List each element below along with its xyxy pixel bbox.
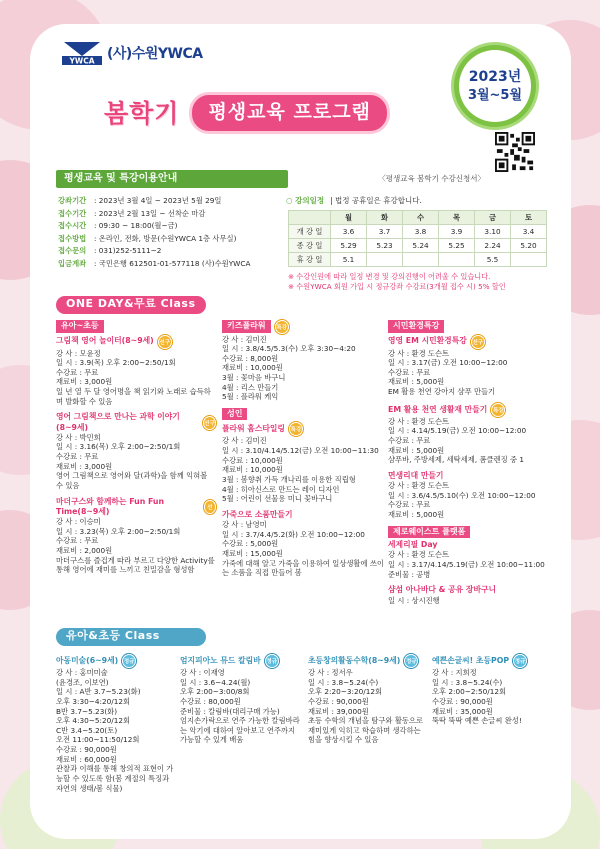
medal-icon: 정규 — [122, 654, 136, 668]
program-line: 일 시 : 3.23(목) 오후 2:00~2:50/1회 — [56, 526, 181, 536]
program-line: 재료비 : 3,000원 — [56, 377, 113, 387]
table-cell: 5.24 — [403, 239, 439, 253]
program-line: 샴푸바, 주방세제, 세탁세제, 폼클렌징 중 1 — [388, 455, 524, 465]
program-line: 일 시 : 3.17/4.14/5.19(금) 오전 10:00~11:00 — [388, 560, 545, 570]
table-cell: 3.4 — [511, 225, 547, 239]
table-row — [289, 239, 547, 253]
table-cell: 5.29 — [331, 239, 367, 253]
program-line: 수강료 : 무료 — [388, 367, 431, 377]
info-key: 접수기간 — [58, 208, 87, 218]
program-line: 강 사 : 김미진 — [222, 334, 267, 344]
program-title: 가죽으로 소품만들기 — [222, 509, 293, 519]
kids-program-3 — [308, 654, 428, 745]
table-cell: 5.23 — [367, 239, 403, 253]
one-day-column-1 — [56, 320, 216, 581]
program-line: 재료비 : 60,000원 — [56, 754, 117, 764]
program-title: 초등창의활동수학(8~9세) — [308, 655, 401, 665]
category-tag: 키즈플라워 — [222, 320, 271, 333]
program-line: 오후 3:30~4:20/12회 — [56, 696, 131, 706]
program-line: 일 시 : 3.8/4.5/5.3(수) 오후 3:30~4:20 — [222, 344, 356, 354]
schedule-header — [286, 196, 422, 206]
program-title: 면생리대 만들기 — [388, 470, 444, 480]
program-line: EM 활용 천연 강아지 샴푸 만들기 — [388, 387, 496, 397]
table-cell: 5.20 — [511, 239, 547, 253]
table-row — [289, 225, 547, 239]
table-cell: 3.7 — [367, 225, 403, 239]
program-line: 강 사 : 환경 도슨트 — [388, 348, 450, 358]
program-line: 일 시 : 3.16(목) 오후 2:00~2:50/1회 — [56, 442, 181, 452]
info-value: : 09:30 ~ 18:00(월~금) — [94, 221, 178, 231]
program-title: 영어 그림책으로 만나는 과학 이야기(8~9세) — [56, 412, 180, 432]
program-card — [388, 403, 548, 465]
table-cell: 3.8 — [403, 225, 439, 239]
category-tag: 시민환경특강 — [388, 320, 444, 333]
program-line: 수강료 : 무료 — [56, 536, 99, 546]
program-desc: 초등 수학의 개념을 탐구와 활동으로 재미있게 익히고 학습하며 생각하는 힘을 향상시킬 수 있음 — [308, 716, 424, 745]
program-line: 일 시 : 상시진행 — [388, 595, 440, 605]
program-line: 강 사 : 환경 도슨트 — [388, 550, 450, 560]
table-cell — [289, 211, 331, 225]
program-title: 영영 EM 시민환경특강 — [388, 336, 467, 346]
program-line: 일 시 : 3.9(목) 오후 2:00~2:50/1회 — [56, 358, 176, 368]
program-line: 강 사 : 모윤정 — [56, 348, 101, 358]
program-line: 재료비 : 35,000원 — [432, 706, 493, 716]
table-cell: 금 — [475, 211, 511, 225]
program-line: 5월 : 어린이 선물용 미니 꽃바구니 — [222, 494, 333, 504]
program-line: 재료비 : 10,000원 — [222, 363, 283, 373]
one-day-column-2 — [222, 320, 387, 584]
one-day-section-title: ONE DAY&무료 Class — [56, 296, 206, 314]
title-main: 평생교육 프로그램 — [189, 92, 389, 134]
table-cell: 5.1 — [331, 253, 367, 267]
program-line: 강 사 : 이재영 — [180, 668, 225, 677]
info-value: : 2023년 2월 13일 ~ 선착순 마감 — [94, 208, 206, 218]
program-desc: 관찰과 이해를 통해 창의적 표현이 가능할 수 있도록 함(봄 계절의 특징과 자연의 생태/봄 식물) — [56, 764, 174, 793]
program-line: 재료비 : 39,000원 — [308, 706, 369, 716]
info-key: 입금계좌 — [58, 258, 87, 268]
program-line: 강 사 : 남영미 — [222, 520, 267, 530]
category-tag: 제로웨이스트 플랫폼 — [388, 526, 470, 539]
table-cell: 3.9 — [439, 225, 475, 239]
period-badge — [451, 42, 539, 130]
program-line: B반 3.7~5.23(화) — [56, 706, 118, 716]
category-tag: 성인 — [222, 408, 247, 421]
info-key: 접수방법 — [58, 233, 87, 243]
info-section-title: 평생교육 및 특강이용안내 — [56, 170, 288, 188]
table-cell: 5.25 — [439, 239, 475, 253]
kids-section-title: 유아&초등 Class — [56, 628, 206, 646]
table-cell: 화 — [367, 211, 403, 225]
kids-program-2 — [180, 654, 302, 745]
note-line: ※ 수강인원에 따라 일정 변경 및 강의진행이 어려울 수 있습니다. — [288, 272, 491, 281]
program-line: 일 시 : 3.8~5.24(수) — [432, 677, 503, 687]
table-cell: 5.5 — [475, 253, 511, 267]
program-line: 강 사 : 지희정 — [432, 668, 477, 677]
program-line: 오후 2:00~3:00/8회 — [180, 687, 250, 697]
ywca-logo — [62, 42, 102, 66]
program-title: 플라워 홈스타일링 — [222, 424, 285, 434]
program-line: 오후 2:00~2:50/12회 — [432, 687, 507, 697]
kids-program-4 — [432, 654, 550, 726]
table-cell: 개 강 일 — [289, 225, 331, 239]
program-line: 수강료 : 무료 — [56, 367, 99, 377]
medal-icon: 특강 — [275, 320, 289, 334]
program-line: 수강료 : 무료 — [56, 452, 99, 462]
program-title: 마더구스와 함께하는 Fun Fun Time(8~9세) — [56, 496, 165, 516]
program-line: 오후 4:30~5:20/12회 — [56, 716, 131, 726]
title-season: 봄학기 — [104, 98, 180, 128]
program-line: 수강료 : 80,000원 — [180, 696, 241, 706]
table-cell: 수 — [403, 211, 439, 225]
info-key: 강좌기간 — [58, 196, 87, 206]
program-line: 수강료 : 90,000원 — [56, 745, 117, 754]
table-cell: 월 — [331, 211, 367, 225]
kids-program-1 — [56, 654, 174, 793]
program-line: 강 사 : 환경 도슨트 — [388, 416, 450, 426]
application-form-note: 〈평생교육 봄학기 수강신청서〉 — [378, 174, 485, 183]
org-name: (사)수원YWCA — [107, 45, 203, 62]
org-header — [62, 42, 203, 66]
program-line: 재료비 : 15,000원 — [222, 549, 283, 558]
program-line: 일 시 : 4.14/5.19(금) 오전 10:00~12:00 — [388, 426, 527, 436]
table-row — [289, 253, 547, 267]
table-cell: 목 — [439, 211, 475, 225]
program-card — [56, 335, 216, 407]
badge-year: 2023년 — [468, 69, 522, 86]
badge-months: 3월~5월 — [467, 87, 523, 103]
program-line: 재료비 : 5,000원 — [388, 445, 445, 455]
medal-icon: 특강 — [491, 403, 505, 417]
program-title: 샴섬 아나바다 & 공유 장바구니 — [388, 585, 497, 595]
program-desc: 영어 그림책으로 영어와 달(과학)을 함께 익혀볼 수 있음 — [56, 471, 208, 490]
medal-icon: 특강 — [289, 422, 303, 436]
program-line: 재료비 : 10,000원 — [222, 465, 283, 475]
program-desc: 뚝딱 뚝딱 예쁜 손글씨 완성! — [432, 716, 522, 726]
program-line: 일 시 : A반 3.7~5.23(화) — [56, 687, 141, 697]
program-line: 강 사 : 박민희 — [56, 432, 101, 442]
program-card — [222, 408, 387, 504]
table-cell — [403, 253, 439, 267]
program-line: 일 시 : 3.10/4.14/5.12(금) 오전 10:00~11:30 — [222, 446, 379, 456]
program-line: 강 사 : 김미진 — [222, 436, 267, 446]
schedule-note: | 법정 공휴일은 휴강합니다. — [330, 196, 422, 205]
program-line: 재료비 : 5,000원 — [388, 377, 445, 387]
medal-icon: 선구 — [471, 335, 485, 349]
table-cell — [367, 253, 403, 267]
program-title: 세제리필 Day — [388, 540, 438, 550]
program-line: 3월 : 봄향취 가득 개나리를 이용한 직립형 — [222, 474, 356, 484]
info-value: : 국민은행 612501-01-577118 (사)수원YWCA — [94, 258, 251, 268]
program-line: 강 사 : 정서우 — [308, 668, 353, 677]
info-key: 접수문의 — [58, 246, 87, 256]
info-value: : 031)252-5111~2 — [94, 246, 162, 256]
program-line: 수강료 : 8,000원 — [222, 353, 279, 363]
medal-icon: 정규 — [404, 654, 418, 668]
program-line: (윤경조, 이보연) — [56, 677, 109, 687]
program-line: 일 시 : 3.6/4.5/5.10(수) 오전 10:00~12:00 — [388, 490, 536, 500]
program-desc: 일 년 열 두 달 영어명을 책 읽기와 노래로 습득하며 발화할 수 있음 — [56, 387, 211, 406]
program-title: 아동미술(6~9세) — [56, 655, 119, 665]
program-line: 4월 : 히아신스로 만드는 레이 디자인 — [222, 484, 340, 494]
program-line: 재료비 : 5,000원 — [388, 509, 445, 519]
table-cell: 토 — [511, 211, 547, 225]
program-desc: 엄지손가락으로 연주 가능한 칼림바라는 악기에 대하여 알아보고 연주까지 가능할 수 있게 배움 — [180, 716, 300, 745]
program-line: 재료비 : 3,000원 — [56, 461, 113, 471]
program-line: 강 사 : 환경 도슨트 — [388, 481, 450, 491]
table-cell — [439, 253, 475, 267]
note-line: ※ 수원YWCA 회원 가입 시 정규강좌 수강료(3개월 접수 시) 5% 할인 — [288, 281, 506, 291]
logo-text: YWCA — [69, 56, 95, 66]
program-title: 엄지피아노 뮤드 칼림바 — [180, 655, 261, 665]
table-cell — [511, 253, 547, 267]
table-cell: 휴 강 일 — [289, 253, 331, 267]
table-cell: 3.6 — [331, 225, 367, 239]
program-card — [56, 497, 216, 575]
program-line: 재료비 : 2,000원 — [56, 546, 113, 556]
schedule-table — [288, 210, 547, 267]
program-line: 강 사 : 홍미미술 — [56, 668, 108, 677]
program-line: 준비물 : 칼림바(대리구매 가능) — [180, 706, 280, 716]
program-card — [388, 335, 548, 397]
program-title: 그림책 영어 놀이터(8~9세) — [56, 336, 154, 346]
program-title: EM 활용 천연 생활재 만들기 — [388, 404, 488, 414]
program-line: 3월 : 꽃마음 바구니 — [222, 373, 286, 383]
program-line: 오전 11:00~11:50/12회 — [56, 735, 140, 745]
program-line: 일 시 : 3.7/4.4/5.2(화) 오전 10:00~12:00 — [222, 529, 365, 539]
program-title: 예쁜손글씨! 초등POP — [432, 655, 510, 665]
one-day-column-3 — [388, 320, 548, 611]
medal-icon: 정규 — [513, 654, 527, 668]
program-line: 오후 2:20~3:20/12회 — [308, 687, 383, 697]
medal-icon: 선구 — [203, 416, 216, 430]
info-list — [58, 195, 283, 270]
medal-icon: 선구 — [204, 500, 216, 514]
program-line: 수강료 : 무료 — [388, 500, 431, 510]
program-line: 5월 : 플라워 케익 — [222, 392, 279, 402]
table-row — [289, 211, 547, 225]
category-tag: 유아~초등 — [56, 320, 104, 333]
medal-icon: 선구 — [158, 335, 172, 349]
info-key: 접수시간 — [58, 221, 87, 231]
table-cell: 3.10 — [475, 225, 511, 239]
program-line: 일 시 : 3.8~5.24(수) — [308, 677, 379, 687]
program-desc: 마더구스를 즐겁게 따라 부르고 다양한 Activity를 통해 영어에 재미를 느끼고 친밀감을 형성함 — [56, 555, 215, 575]
program-line: 준비물 : 공병 — [388, 569, 431, 579]
medal-icon: 정규 — [265, 654, 279, 668]
program-card — [56, 412, 216, 490]
program-line: C반 3.4~5.20(토) — [56, 725, 118, 735]
program-line: 강 사 : 이승미 — [56, 517, 101, 527]
qr-code-icon[interactable] — [495, 132, 535, 172]
program-line: 수강료 : 10,000원 — [222, 455, 283, 465]
program-line: 수강료 : 90,000원 — [308, 696, 369, 706]
info-value: : 온라인, 전화, 방문(수원YWCA 1층 사무실) — [94, 233, 237, 243]
program-card — [388, 585, 548, 605]
schedule-label: ○ 강의일정 — [286, 196, 325, 205]
program-line: 일 시 : 3.6~4.24(월) — [180, 677, 251, 687]
program-line: 4월 : 리스 만들기 — [222, 382, 279, 392]
table-cell: 2.24 — [475, 239, 511, 253]
info-value: : 2023년 3월 4일 ~ 2023년 5월 29일 — [94, 196, 222, 206]
program-line: 일 시 : 3.17(금) 오전 10:00~12:00 — [388, 358, 508, 368]
table-cell: 종 강 일 — [289, 239, 331, 253]
program-line: 수강료 : 90,000원 — [432, 696, 493, 706]
program-desc: 가죽에 대해 알고 가죽을 이용하여 일상생활에 쓰이는 소품을 직접 만들어 봄 — [222, 558, 384, 578]
page-title — [104, 92, 390, 134]
program-card — [222, 510, 387, 578]
schedule-notes — [288, 272, 548, 291]
program-line: 수강료 : 5,000원 — [222, 539, 279, 549]
program-card — [388, 471, 548, 520]
program-card — [388, 540, 548, 579]
program-line: 수강료 : 무료 — [388, 435, 431, 445]
program-card — [222, 320, 387, 402]
